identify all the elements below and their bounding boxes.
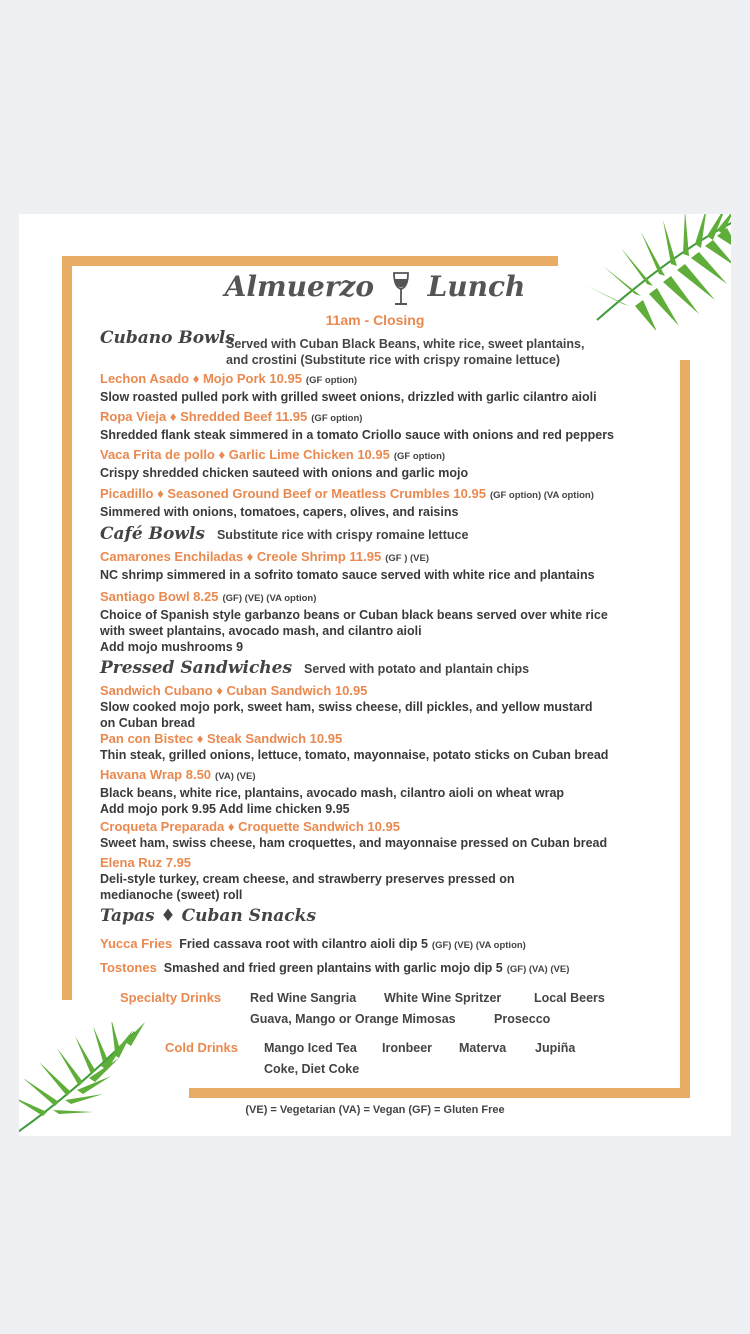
snack-item xyxy=(100,960,660,978)
section-title: Cubano Bowls xyxy=(100,328,235,348)
menu-item xyxy=(100,683,660,731)
item-tag: (GF) (VE) (VA option) xyxy=(431,940,526,951)
menu-item xyxy=(100,767,660,817)
frame-border-top xyxy=(62,256,558,266)
section-title: Café Bowls xyxy=(100,524,205,544)
menu-item xyxy=(100,819,660,851)
item-desc: Simmered with onions, tomatoes, capers, olives, and raisins xyxy=(100,505,459,519)
menu-item xyxy=(100,371,660,405)
item-desc: Smashed and fried green plantains with garlic mojo dip 5 xyxy=(163,961,503,975)
item-desc: Slow cooked mojo pork, sweet ham, swiss cheese, dill pickles, and yellow mustard xyxy=(100,700,593,714)
hours: 11am - Closing xyxy=(325,312,425,328)
menu-item xyxy=(100,447,660,481)
frame-border-bottom xyxy=(189,1088,690,1098)
frame-border-left xyxy=(62,256,72,1000)
section-cubano-bowls xyxy=(100,328,247,348)
section-cafe-bowls xyxy=(100,524,468,544)
item-desc: Add mojo pork 9.95 Add lime chicken 9.95 xyxy=(100,802,350,816)
drink-item: Ironbeer xyxy=(382,1041,433,1055)
drink-item: Materva xyxy=(459,1041,507,1055)
drink-item: Local Beers xyxy=(534,991,605,1005)
drink-item: Jupiña xyxy=(535,1041,576,1055)
item-desc: on Cuban bread xyxy=(100,716,196,730)
drink-item: Coke, Diet Coke xyxy=(264,1062,360,1076)
section-note: Served with Cuban Black Beans, white rice, sweet plantains, and crostini (Substitute rice with crispy romaine lettuce) xyxy=(226,337,585,367)
item-desc: NC shrimp simmered in a sofrito tomato sauce served with white rice and plantains xyxy=(100,568,595,582)
snack-item xyxy=(100,936,660,954)
item-name: Picadillo ♦ Seasoned Ground Beef or Meatless Crumbles 10.95 xyxy=(100,486,486,501)
item-tag: (GF option) xyxy=(393,451,446,462)
palm-leaf-icon xyxy=(19,1022,165,1136)
menu-item xyxy=(100,855,660,903)
section-title: Tapas ♦ Cuban Snacks xyxy=(100,906,317,926)
item-tag: (GF option) xyxy=(311,413,363,424)
section-tapas xyxy=(100,906,328,926)
drink-item: Guava, Mango or Orange Mimosas xyxy=(250,1012,456,1026)
item-name: Pan con Bistec ♦ Steak Sandwich 10.95 xyxy=(100,731,343,746)
item-desc: Black beans, white rice, plantains, avocado mash, cilantro aioli on wheat wrap xyxy=(100,786,565,800)
item-name: Tostones xyxy=(100,960,157,975)
item-name: Lechon Asado ♦ Mojo Pork 10.95 xyxy=(100,371,302,386)
item-desc: medianoche (sweet) roll xyxy=(100,888,243,902)
drink-item: Red Wine Sangria xyxy=(250,991,357,1005)
item-desc: Shredded flank steak simmered in a tomato Criollo sauce with onions and red peppers xyxy=(100,428,615,442)
menu-card xyxy=(19,214,731,1136)
drink-item: Prosecco xyxy=(494,1012,551,1026)
menu-item xyxy=(100,589,660,655)
cold-drinks-label: Cold Drinks xyxy=(165,1040,238,1055)
specialty-drinks-label: Specialty Drinks xyxy=(120,990,222,1005)
item-name: Havana Wrap 8.50 xyxy=(100,767,212,782)
menu-item xyxy=(100,549,660,583)
item-desc: Choice of Spanish style garbanzo beans or Cuban black beans served over white rice xyxy=(100,608,608,622)
item-name: Camarones Enchiladas ♦ Creole Shrimp 11.95 xyxy=(100,549,382,564)
item-tag: (GF) (VA) (VE) xyxy=(506,964,570,975)
section-pressed-sandwiches xyxy=(100,658,529,678)
frame-border-right xyxy=(680,360,690,1098)
item-name: Vaca Frita de pollo ♦ Garlic Lime Chicken 10.95 xyxy=(100,447,390,462)
item-tag: (GF) (VE) (VA option) xyxy=(222,593,317,604)
item-desc: Deli-style turkey, cream cheese, and strawberry preserves pressed on xyxy=(100,872,515,886)
item-desc: with sweet plantains, avocado mash, and cilantro aioli xyxy=(100,624,422,638)
item-desc: Fried cassava root with cilantro aioli dip 5 xyxy=(179,937,428,951)
item-name: Elena Ruz 7.95 xyxy=(100,855,192,870)
item-desc: Slow roasted pulled pork with grilled sweet onions, drizzled with garlic cilantro aioli xyxy=(100,390,597,404)
item-desc: Sweet ham, swiss cheese, ham croquettes, and mayonnaise pressed on Cuban bread xyxy=(100,836,608,850)
wine-glass-icon xyxy=(392,271,410,307)
menu-item xyxy=(100,486,680,520)
menu-title xyxy=(19,270,731,307)
drink-item: Mango Iced Tea xyxy=(264,1041,357,1055)
item-name: Sandwich Cubano ♦ Cuban Sandwich 10.95 xyxy=(100,683,368,698)
item-tag: (GF option) (VA option) xyxy=(489,490,594,501)
section-note: Served with potato and plantain chips xyxy=(304,662,530,676)
item-name: Ropa Vieja ♦ Shredded Beef 11.95 xyxy=(100,409,308,424)
item-tag: (GF ) (VE) xyxy=(385,553,430,564)
title-left: Almuerzo xyxy=(224,270,375,303)
menu-item xyxy=(100,409,660,443)
item-name: Croqueta Preparada ♦ Croquette Sandwich 10.95 xyxy=(100,819,400,834)
item-tag: (VA) (VE) xyxy=(215,771,256,782)
item-desc: Add mojo mushrooms 9 xyxy=(100,640,244,654)
item-desc: Crispy shredded chicken sauteed with onions and garlic mojo xyxy=(100,466,469,480)
section-title: Pressed Sandwiches xyxy=(100,658,293,678)
item-desc: Thin steak, grilled onions, lettuce, tomato, mayonnaise, potato sticks on Cuban bread xyxy=(100,748,609,762)
title-right: Lunch xyxy=(427,270,526,303)
section-note: Substitute rice with crispy romaine lettuce xyxy=(216,528,469,542)
menu-item xyxy=(100,731,660,763)
item-tag: (GF option) xyxy=(305,375,358,386)
dietary-legend: (VE) = Vegetarian (VA) = Vegan (GF) = Gluten Free xyxy=(245,1104,505,1116)
drink-item: White Wine Spritzer xyxy=(384,991,502,1005)
item-name: Yucca Fries xyxy=(100,936,173,951)
item-name: Santiago Bowl 8.25 xyxy=(100,589,219,604)
